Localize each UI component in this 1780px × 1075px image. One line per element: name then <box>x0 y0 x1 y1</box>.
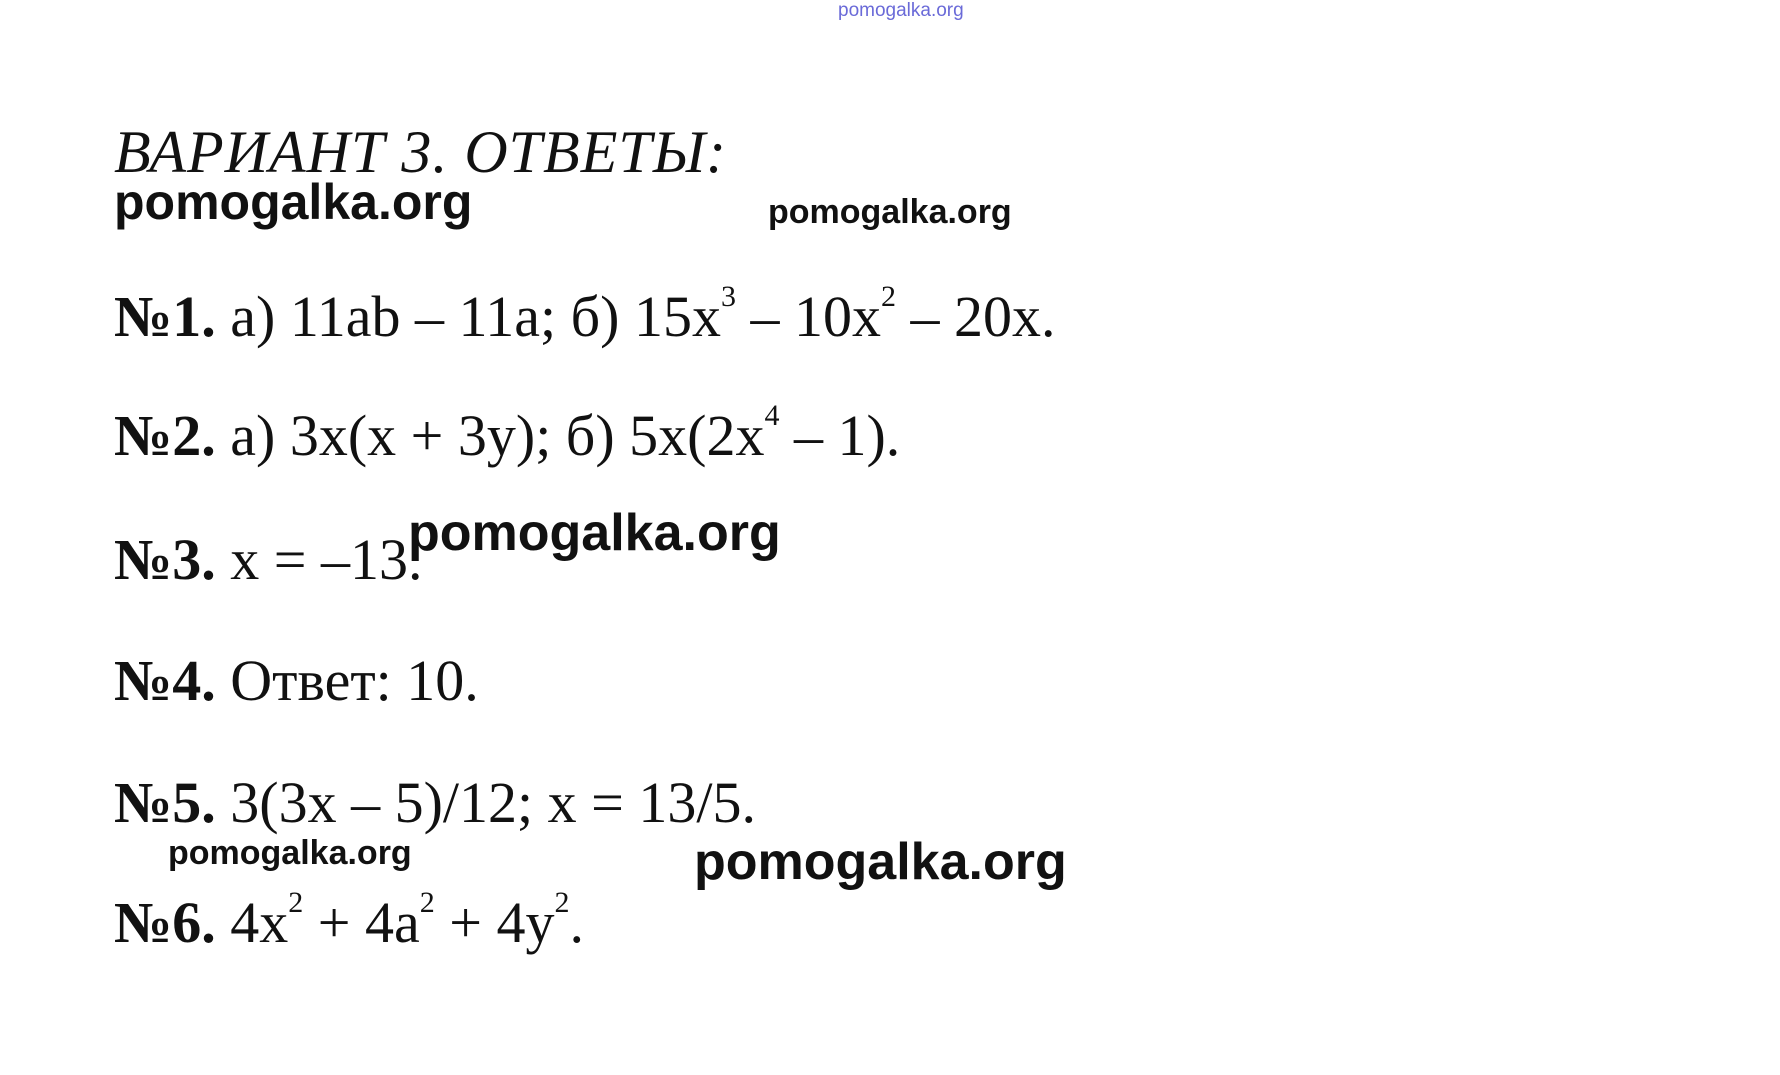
answer-text: + 4y <box>434 890 555 955</box>
exponent: 2 <box>880 280 896 313</box>
exponent: 4 <box>764 399 780 432</box>
answer-number: №5. <box>114 770 216 835</box>
answer-number: №3. <box>114 527 216 592</box>
answer-number: №6. <box>114 890 216 955</box>
answer-text: – 10x <box>735 284 881 349</box>
exponent: 2 <box>288 886 304 919</box>
answer-text: а) 3x(x + 3y); б) 5x(2x <box>215 403 765 468</box>
page-title: ВАРИАНТ 3. ОТВЕТЫ: <box>114 119 728 185</box>
answer-text: + 4a <box>303 890 420 955</box>
answer-5 <box>114 769 756 836</box>
exponent: 3 <box>720 280 736 313</box>
answer-text: Ответ: 10. <box>215 648 479 713</box>
answer-6 <box>114 886 584 956</box>
answer-text: а) 11ab – 11a; б) 15x <box>215 284 721 349</box>
answer-text: 4x <box>215 890 289 955</box>
watermark-large: pomogalka.org <box>114 174 473 230</box>
answer-text: 3(3x – 5)/12; x = 13/5. <box>215 770 756 835</box>
answer-3 <box>114 526 423 593</box>
answer-2 <box>114 399 901 469</box>
watermark-top: pomogalka.org <box>838 0 964 21</box>
answer-1 <box>114 280 1056 350</box>
watermark-small: pomogalka.org <box>168 834 412 872</box>
exponent: 2 <box>554 886 570 919</box>
watermark-large: pomogalka.org <box>694 833 1067 891</box>
answer-number: №2. <box>114 403 216 468</box>
watermark-medium: pomogalka.org <box>768 193 1012 231</box>
answer-text: – 20x. <box>895 284 1056 349</box>
watermark-overlay: pomogalka.org <box>408 504 781 562</box>
answer-number: №1. <box>114 284 216 349</box>
exponent: 2 <box>419 886 435 919</box>
answer-number: №4. <box>114 648 216 713</box>
answer-4 <box>114 647 479 714</box>
answer-text: . <box>569 890 584 955</box>
answer-text: x = –13. <box>215 527 423 592</box>
answer-text: – 1). <box>779 403 901 468</box>
